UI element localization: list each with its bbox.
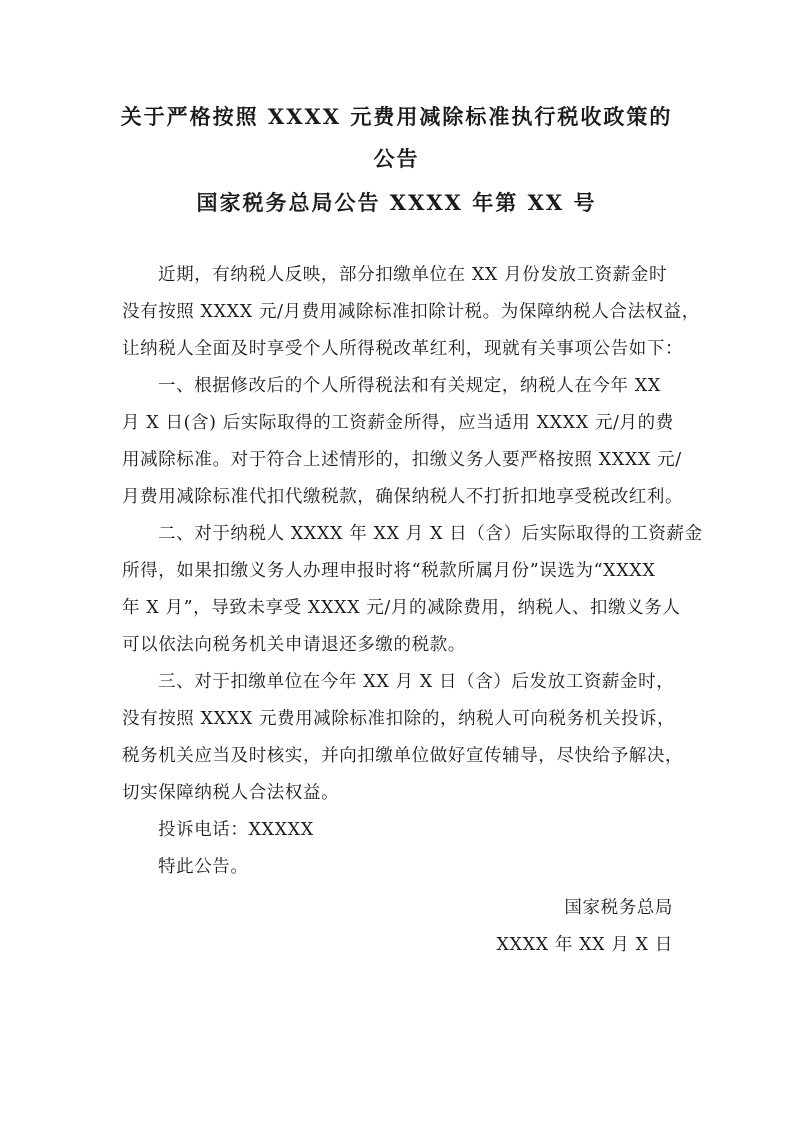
body-line: 二、对于纳税人 XXXX 年 XX 月 X 日（含）后实际取得的工资薪金 <box>158 524 703 544</box>
closing-remark: 特此公告。 <box>158 857 249 877</box>
body-line: 一、根据修改后的个人所得税法和有关规定，纳税人在今年 XX <box>158 376 661 396</box>
signature-org: 国家税务总局 <box>564 898 673 918</box>
document-title-continued: 公告 <box>373 146 420 171</box>
signature-date: XXXX 年 XX 月 X 日 <box>496 935 673 955</box>
body-line: 税务机关应当及时核实，并向扣缴单位做好宣传辅导，尽快给予解决， <box>122 746 684 766</box>
body-line: 切实保障纳税人合法权益。 <box>122 783 340 803</box>
body-line: 近期，有纳税人反映，部分扣缴单位在 XX 月份发放工资薪金时 <box>158 265 668 285</box>
announcement-number: 国家税务总局公告 XXXX 年第 XX 号 <box>196 190 597 215</box>
document-title: 关于严格按照 XXXX 元费用减除标准执行税收政策的 <box>120 104 673 129</box>
body-line: 没有按照 XXXX 元费用减除标准扣除的，纳税人可向税务机关投诉， <box>122 709 676 729</box>
body-line: 用减除标准。对于符合上述情形的，扣缴义务人要严格按照 XXXX 元/ <box>122 450 682 470</box>
body-line: 让纳税人全面及时享受个人所得税改革红利，现就有关事项公告如下： <box>122 339 684 359</box>
body-line: 所得，如果扣缴义务人办理申报时将“税款所属月份”误选为“XXXX <box>122 561 656 581</box>
body-line: 可以依法向税务机关申请退还多缴的税款。 <box>122 635 466 655</box>
body-line: 月费用减除标准代扣代缴税款，确保纳税人不打折扣地享受税改红利。 <box>122 487 684 507</box>
complaint-phone: 投诉电话：XXXXX <box>158 820 314 840</box>
body-line: 年 X 月”，导致未享受 XXXX 元/月的减除费用，纳税人、扣缴义务人 <box>122 598 681 618</box>
body-line: 三、对于扣缴单位在今年 XX 月 X 日（含）后发放工资薪金时， <box>158 672 675 692</box>
body-line: 月 X 日(含) 后实际取得的工资薪金所得，应当适用 XXXX 元/月的费 <box>122 413 674 433</box>
body-line: 没有按照 XXXX 元/月费用减除标准扣除计税。为保障纳税人合法权益， <box>122 302 700 322</box>
